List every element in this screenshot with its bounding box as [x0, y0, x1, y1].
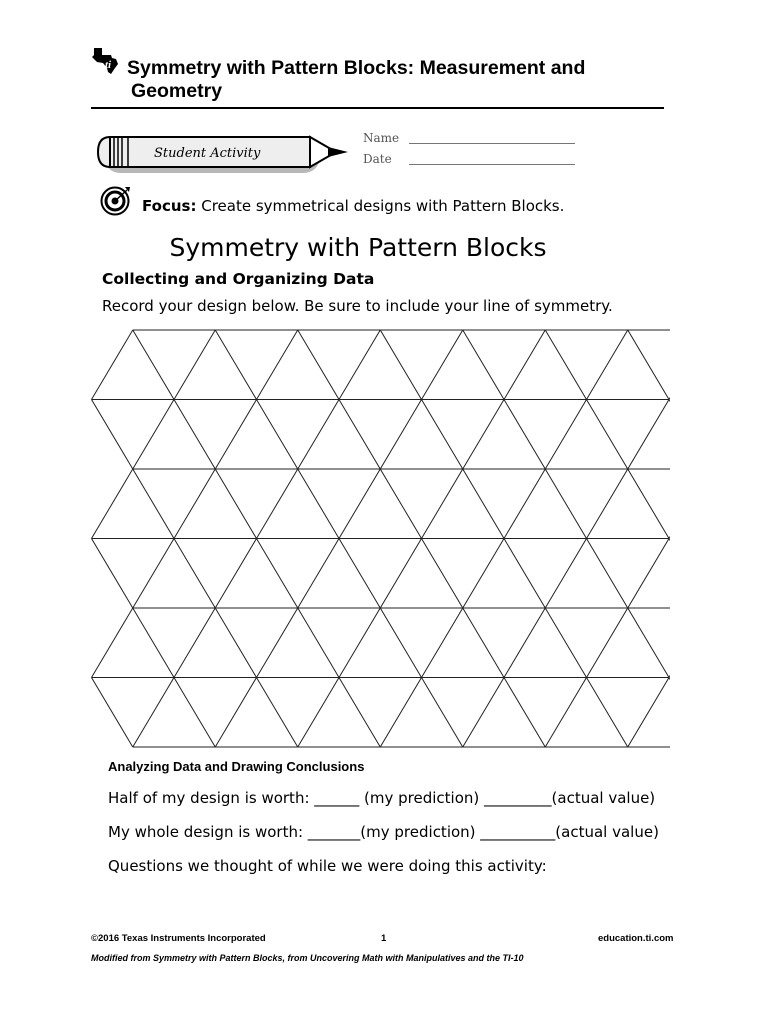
- grid-diagonal-line: [628, 539, 669, 609]
- grid-diagonal-line: [298, 469, 339, 539]
- grid-diagonal-line: [215, 469, 256, 539]
- grid-diagonal-line: [587, 330, 628, 400]
- footer-copyright: ©2016 Texas Instruments Incorporated: [91, 933, 266, 944]
- footer-website: education.ti.com: [598, 933, 674, 944]
- grid-diagonal-line: [257, 330, 298, 400]
- grid-diagonal-line: [628, 608, 669, 678]
- grid-diagonal-line: [257, 678, 298, 748]
- grid-diagonal-line: [215, 539, 256, 609]
- grid-diagonal-line: [257, 608, 298, 678]
- grid-diagonal-line: [215, 400, 256, 470]
- texas-instruments-logo-icon: [91, 46, 121, 76]
- grid-diagonal-line: [174, 469, 215, 539]
- grid-diagonal-line: [504, 400, 545, 470]
- grid-diagonal-line: [92, 678, 133, 748]
- focus-statement: [142, 197, 564, 215]
- grid-diagonal-line: [463, 400, 504, 470]
- svg-text:ti: ti: [105, 59, 112, 71]
- grid-diagonal-line: [92, 469, 133, 539]
- grid-diagonal-line: [133, 608, 174, 678]
- focus-label: Focus:: [142, 197, 197, 215]
- grid-diagonal-line: [669, 539, 670, 609]
- grid-diagonal-line: [463, 330, 504, 400]
- grid-diagonal-line: [587, 400, 628, 470]
- page-title: Symmetry with Pattern Blocks: [169, 233, 547, 262]
- name-label: Name: [363, 131, 400, 145]
- grid-diagonal-line: [298, 678, 339, 748]
- grid-diagonal-line: [92, 400, 133, 470]
- triangle-grid[interactable]: [90, 328, 670, 750]
- grid-diagonal-line: [380, 330, 421, 400]
- grid-diagonal-line: [380, 539, 421, 609]
- grid-diagonal-line: [174, 608, 215, 678]
- grid-diagonal-line: [422, 400, 463, 470]
- grid-diagonal-line: [257, 539, 298, 609]
- grid-diagonal-line: [628, 469, 669, 539]
- grid-diagonal-line: [422, 469, 463, 539]
- grid-diagonal-line: [92, 330, 133, 400]
- date-field-line[interactable]: [409, 164, 575, 165]
- questions-prompt: Questions we thought of while we were doing this activity:: [108, 857, 547, 875]
- grid-diagonal-line: [463, 608, 504, 678]
- grid-diagonal-line: [380, 608, 421, 678]
- grid-diagonal-line: [504, 330, 545, 400]
- grid-diagonal-line: [339, 400, 380, 470]
- grid-diagonal-line: [545, 330, 586, 400]
- grid-diagonal-line: [669, 330, 670, 400]
- footer-page-number: 1: [381, 933, 387, 944]
- grid-diagonal-line: [504, 539, 545, 609]
- title-divider: [91, 107, 664, 109]
- grid-diagonal-line: [545, 469, 586, 539]
- grid-diagonal-line: [669, 608, 670, 678]
- grid-diagonal-line: [298, 400, 339, 470]
- focus-text: Create symmetrical designs with Pattern Blocks.: [196, 197, 565, 215]
- grid-diagonal-line: [587, 539, 628, 609]
- grid-diagonal-line: [215, 678, 256, 748]
- grid-diagonal-line: [298, 330, 339, 400]
- grid-diagonal-line: [380, 678, 421, 748]
- title-line-2: Geometry: [131, 80, 223, 102]
- grid-diagonal-line: [174, 400, 215, 470]
- title-line-1: Symmetry with Pattern Blocks: Measurement and: [127, 57, 586, 79]
- grid-diagonal-line: [133, 469, 174, 539]
- grid-diagonal-line: [587, 678, 628, 748]
- grid-diagonal-line: [545, 608, 586, 678]
- grid-diagonal-line: [174, 678, 215, 748]
- grid-diagonal-line: [92, 608, 133, 678]
- grid-diagonal-line: [298, 539, 339, 609]
- analysis-heading: Analyzing Data and Drawing Conclusions: [108, 759, 365, 774]
- grid-diagonal-line: [133, 330, 174, 400]
- name-field-line[interactable]: [409, 143, 575, 144]
- grid-diagonal-line: [133, 400, 174, 470]
- grid-diagonal-line: [133, 678, 174, 748]
- grid-diagonal-line: [628, 330, 669, 400]
- student-activity-pencil-banner: [96, 131, 352, 181]
- grid-diagonal-line: [504, 678, 545, 748]
- grid-diagonal-line: [339, 330, 380, 400]
- grid-diagonal-line: [504, 608, 545, 678]
- grid-diagonal-line: [422, 539, 463, 609]
- grid-diagonal-line: [380, 400, 421, 470]
- grid-diagonal-line: [545, 539, 586, 609]
- grid-diagonal-line: [463, 678, 504, 748]
- grid-diagonal-line: [463, 469, 504, 539]
- grid-diagonal-line: [669, 469, 670, 539]
- grid-diagonal-line: [339, 608, 380, 678]
- grid-diagonal-line: [298, 608, 339, 678]
- grid-diagonal-line: [669, 400, 670, 470]
- grid-diagonal-line: [463, 539, 504, 609]
- document-title: [127, 57, 647, 103]
- grid-diagonal-line: [504, 469, 545, 539]
- grid-diagonal-line: [628, 678, 669, 748]
- grid-diagonal-line: [339, 539, 380, 609]
- grid-diagonal-line: [257, 400, 298, 470]
- grid-diagonal-line: [545, 678, 586, 748]
- grid-diagonal-line: [380, 469, 421, 539]
- grid-diagonal-line: [587, 608, 628, 678]
- grid-diagonal-line: [339, 678, 380, 748]
- grid-diagonal-line: [422, 330, 463, 400]
- grid-diagonal-line: [215, 608, 256, 678]
- pencil-label: Student Activity: [154, 146, 261, 161]
- grid-diagonal-line: [339, 469, 380, 539]
- section-heading: Collecting and Organizing Data: [102, 270, 375, 288]
- whole-design-question: My whole design is worth: _______(my prediction) __________(actual value): [108, 823, 659, 841]
- grid-diagonal-line: [422, 608, 463, 678]
- grid-diagonal-line: [174, 330, 215, 400]
- grid-diagonal-line: [174, 539, 215, 609]
- grid-diagonal-line: [257, 469, 298, 539]
- target-icon: [100, 185, 131, 216]
- grid-diagonal-line: [422, 678, 463, 748]
- grid-diagonal-line: [133, 539, 174, 609]
- grid-diagonal-line: [669, 678, 670, 748]
- date-label: Date: [363, 152, 392, 166]
- half-design-question: Half of my design is worth: ______ (my prediction) _________(actual value): [108, 789, 656, 807]
- grid-diagonal-line: [92, 539, 133, 609]
- grid-diagonal-line: [587, 469, 628, 539]
- grid-diagonal-line: [215, 330, 256, 400]
- instruction-text: Record your design below. Be sure to include your line of symmetry.: [102, 297, 613, 315]
- grid-diagonal-line: [545, 400, 586, 470]
- grid-diagonal-line: [628, 400, 669, 470]
- footer-attribution: Modified from Symmetry with Pattern Blocks, from Uncovering Math with Manipulatives and the TI-10: [91, 953, 524, 963]
